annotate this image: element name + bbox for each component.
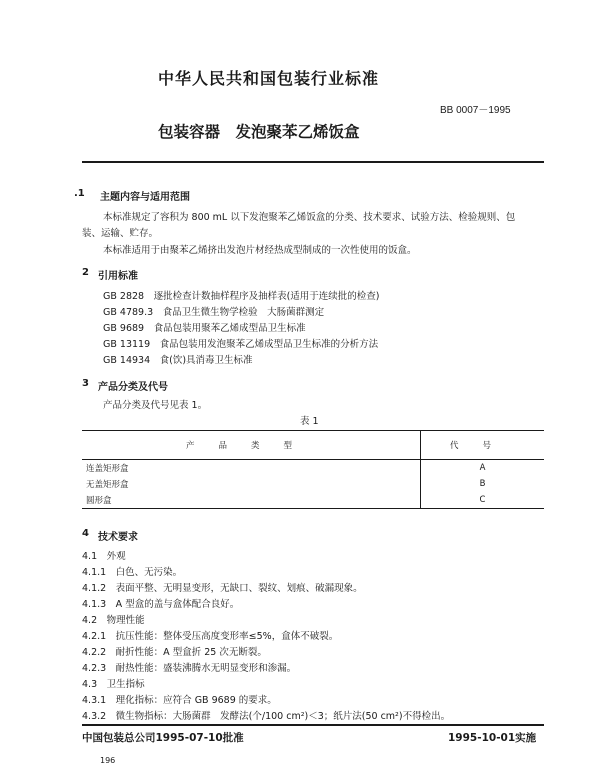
table-cell-type: 连盖矩形盒 <box>82 460 421 477</box>
section-1-paragraph-2: 本标准适用于由聚苯乙烯挤出发泡片材经热成型制成的一次性使用的饭盒。 <box>103 245 417 256</box>
table-cell-code: C <box>421 492 545 509</box>
requirement-item: 4.2.1 抗压性能：整体受压高度变形率≤5%，盒体不破裂。 <box>82 631 339 642</box>
page-number: 196 <box>100 756 116 765</box>
section-3-title: 产品分类及代号 <box>98 382 168 393</box>
section-3-number: 3 <box>82 378 89 389</box>
table-row <box>82 476 544 492</box>
table-cell-code: A <box>479 463 486 473</box>
table-cell-code: B <box>479 479 486 489</box>
requirement-item: 4.3.1 理化指标：应符合 GB 9689 的要求。 <box>82 695 277 706</box>
table-header-product-type: 产品类型 <box>82 431 421 460</box>
reference-item: GB 9689 食品包装用聚苯乙烯成型品卫生标准 <box>103 323 306 334</box>
table-caption: 表 1 <box>300 416 319 427</box>
requirement-item: 4.1.1 白色、无污染。 <box>82 567 183 578</box>
table-row <box>82 460 544 477</box>
table-row <box>82 492 544 509</box>
section-1-paragraph-1-line-1: 本标准规定了容积为 800 mL 以下发泡聚苯乙烯饭盒的分类、技术要求、试验方法、检验规则、包 <box>103 212 516 223</box>
table-header-row <box>82 431 544 460</box>
table-header-code: 代号 <box>421 431 545 460</box>
reference-item: GB 2828 逐批检查计数抽样程序及抽样表(适用于连续批的检查) <box>103 291 380 302</box>
header-rule <box>82 161 544 163</box>
table-cell-type: 无盖矩形盒 <box>82 476 421 492</box>
implementation-date: 1995-10-01实施 <box>448 732 537 744</box>
section-1-paragraph-1-line-2: 装、运输、贮存。 <box>82 228 159 239</box>
requirement-item: 4.1 外观 <box>82 551 126 562</box>
section-4-title: 技术要求 <box>98 532 138 543</box>
requirement-item: 4.3.2 微生物指标：大肠菌群 发酵法(个/100 cm²)＜3；纸片法(50 cm²)不得检出。 <box>82 711 451 722</box>
product-classification-table <box>82 430 544 509</box>
section-2-title: 引用标准 <box>98 271 138 282</box>
section-4-number: 4 <box>82 528 89 539</box>
requirement-item: 4.2 物理性能 <box>82 615 145 626</box>
section-2-number: 2 <box>82 267 89 278</box>
org-title: 中华人民共和国包装行业标准 <box>158 69 380 88</box>
requirement-item: 4.3 卫生指标 <box>82 679 145 690</box>
reference-item: GB 4789.3 食品卫生微生物学检验 大肠菌群测定 <box>103 307 325 318</box>
table-cell-type: 圆形盒 <box>82 492 421 509</box>
requirement-item: 4.2.2 耐折性能：A 型盒折 25 次无断裂。 <box>82 647 267 658</box>
reference-item: GB 13119 食品包装用发泡聚苯乙烯成型品卫生标准的分析方法 <box>103 339 379 350</box>
footer-rule <box>82 724 544 726</box>
section-1-number: .1 <box>74 188 85 199</box>
requirement-item: 4.1.2 表面平整、无明显变形，无缺口、裂纹、划痕、破漏现象。 <box>82 583 363 594</box>
reference-item: GB 14934 食(饮)具消毒卫生标准 <box>103 355 253 366</box>
requirement-item: 4.2.3 耐热性能：盛装沸腾水无明显变形和渗漏。 <box>82 663 297 674</box>
standard-code: BB 0007－1995 <box>440 105 511 116</box>
document-title: 包装容器 发泡聚苯乙烯饭盒 <box>158 123 360 141</box>
section-1-title: 主题内容与适用范围 <box>100 192 190 203</box>
requirement-item: 4.1.3 A 型盒的盖与盒体配合良好。 <box>82 599 240 610</box>
section-3-intro: 产品分类及代号见表 1。 <box>103 400 208 411</box>
approval-line: 中国包装总公司1995-07-10批准 <box>82 732 244 744</box>
